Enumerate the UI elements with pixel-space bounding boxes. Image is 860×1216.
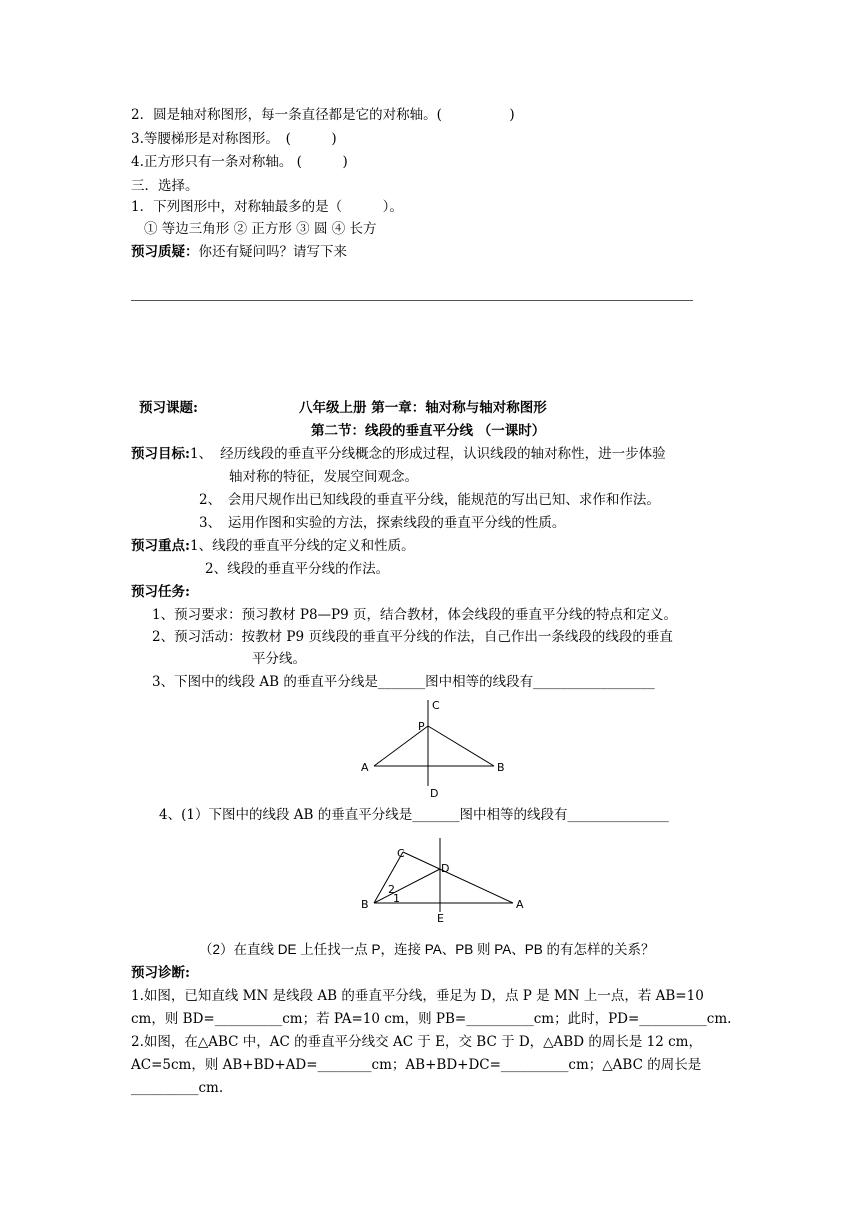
question-label: 预习质疑：: [131, 244, 199, 260]
figure-2-label-a: A: [516, 898, 524, 911]
goal-1-text: 经历线段的垂直平分线概念的形成过程，认识线段的轴对称性，进一步体验: [220, 446, 666, 462]
true-false-item-3: 3.等腰梯形是对称图形。 ( ): [131, 131, 337, 147]
answer-line: [131, 300, 693, 301]
diagnosis-problem-1-cont: cm，则 BD=__________cm；若 PA=10 cm，则 PB=__________cm；此时，PD=__________cm.: [131, 1011, 732, 1027]
choice-question-1: 1．下列图形中，对称轴最多的是（ ）。: [131, 199, 403, 215]
key-point-1-text: 1、线段的垂直平分线的定义和性质。: [189, 538, 415, 554]
question-text: 你还有疑问吗？请写下来: [198, 244, 347, 260]
goals-label: 预习目标:: [131, 446, 190, 462]
figure-2-label-b: B: [361, 898, 369, 911]
figure-1-segment-pa: [374, 726, 428, 766]
figure-1-label-a: A: [361, 761, 369, 774]
task-2-cont: 平分线。: [252, 651, 306, 667]
figure-2-segment-bc: [374, 852, 403, 903]
diagnosis-label: 预习诊断:: [131, 965, 190, 981]
task-4-part-1: 4、(1）下图中的线段 AB 的垂直平分线是_______图中相等的线段有_______________: [159, 807, 669, 823]
goal-1-cont: 轴对称的特征，发展空间观念。: [229, 469, 418, 485]
goal-2: 2、 会用尺规作出已知线段的垂直平分线，能规范的写出已知、求作和作法。: [199, 492, 660, 508]
key-points-label: 预习重点:: [131, 538, 190, 554]
task-1: 1、预习要求：预习教材 P8—P9 页，结合教材，体会线段的垂直平分线的特点和定义。: [152, 607, 678, 623]
figure-1-label-d: D: [430, 787, 439, 800]
key-point-1: [131, 537, 415, 555]
choice-options: ① 等边三角形 ② 正方形 ③ 圆 ④ 长方: [144, 221, 377, 237]
figure-2-label-angle-1: 1: [393, 892, 400, 905]
figure-1-label-c: C: [432, 699, 440, 712]
task-3: 3、下图中的线段 AB 的垂直平分线是_______图中相等的线段有__________________: [152, 674, 655, 690]
figure-1-segment-pb: [428, 726, 494, 766]
goal-1: [131, 445, 666, 463]
figure-1-label-b: B: [497, 761, 505, 774]
diagnosis-problem-2: 2.如图，在△ABC 中，AC 的垂直平分线交 AC 于 E，交 BC 于 D，△ABD 的周长是 12 cm，: [131, 1034, 702, 1050]
task-4-part-2: （2）在直线 DE 上任找一点 P，连接 PA、PB 则 PA、PB 的有怎样的关系？: [199, 942, 655, 957]
section-title: 第二节：线段的垂直平分线 （一课时）: [311, 423, 546, 439]
figure-2-label-d: D: [441, 862, 450, 875]
true-false-item-4: 4.正方形只有一条对称轴。 ( ): [131, 154, 348, 170]
figure-2-label-angle-2: 2: [388, 883, 395, 896]
topic-label: 预习课题:: [139, 400, 198, 416]
figure-2-segment-ca: [403, 852, 513, 903]
task-2: 2、预习活动：按教材 P9 页线段的垂直平分线的作法，自己作出一条线段的线段的垂直: [152, 629, 673, 645]
figure-2-label-e: E: [437, 912, 444, 925]
diagnosis-problem-1: 1.如图，已知直线 MN 是线段 AB 的垂直平分线，垂足为 D，点 P 是 MN 上一点，若 AB=10: [131, 988, 704, 1004]
true-false-item-2: 2．圆是轴对称图形，每一条直径都是它的对称轴。( ): [131, 107, 515, 123]
question-prompt: [131, 243, 347, 261]
goal-3: 3、 运用作图和实验的方法，探索线段的垂直平分线的性质。: [199, 515, 566, 531]
section-heading-choice: 三．选择。: [131, 178, 199, 194]
figure-2-label-c: C: [397, 847, 405, 860]
key-point-2: 2、线段的垂直平分线的作法。: [205, 561, 390, 577]
chapter-title: 八年级上册 第一章：轴对称与轴对称图形: [299, 400, 547, 416]
figure-1-label-p: P: [418, 720, 425, 733]
figure-2-segment-bd: [374, 869, 440, 903]
diagnosis-problem-2-cont: AC=5cm，则 AB+BD+AD=________cm；AB+BD+DC=__________cm；△ABC 的周长是: [131, 1057, 702, 1073]
diagnosis-problem-2-cont2: __________cm.: [131, 1080, 224, 1096]
goal-1-num: 1、: [189, 446, 213, 462]
tasks-label: 预习任务:: [131, 584, 190, 600]
